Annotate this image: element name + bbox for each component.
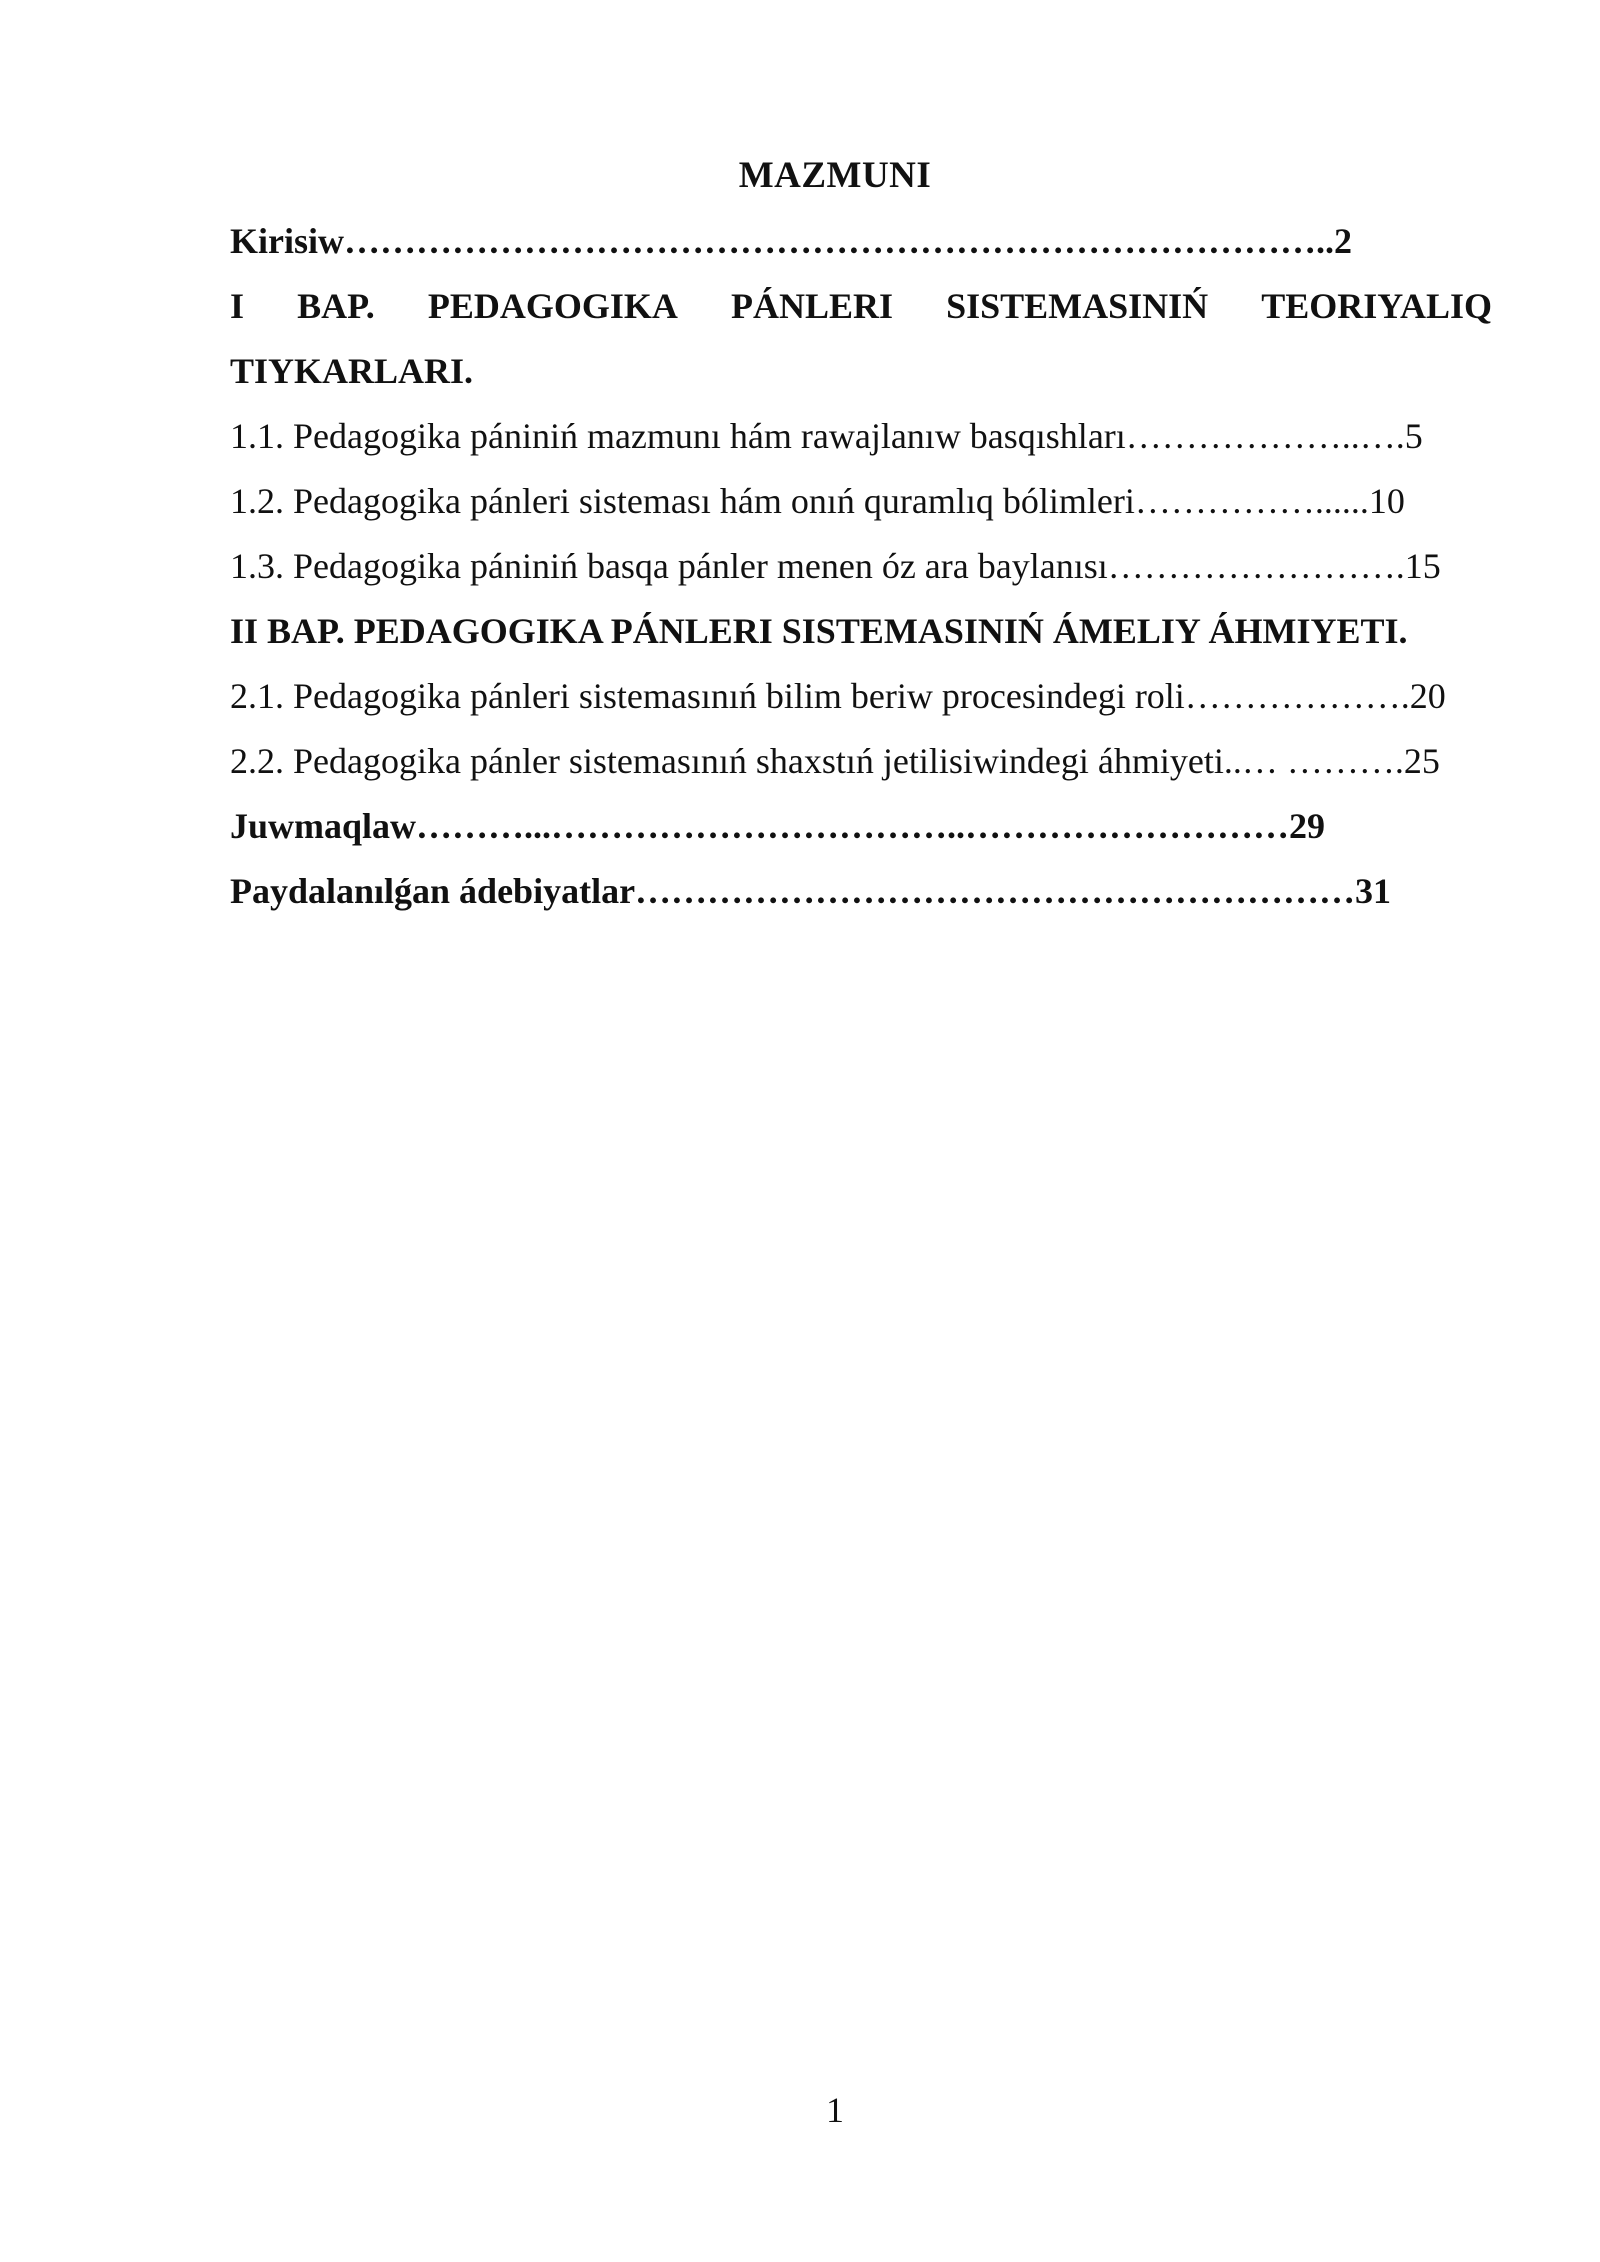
chapter-1-word: BAP. xyxy=(297,286,375,326)
page-title: MAZMUNI xyxy=(738,155,932,196)
toc-entry-chapter-2-heading: II BAP. PEDAGOGIKA PÁNLERI SISTEMASINIŃ ÁMELIY ÁHMIYETI. xyxy=(230,611,1408,651)
chapter-1-word: I xyxy=(230,286,245,326)
table-of-contents xyxy=(230,215,1492,930)
toc-entry-section-1-3: 1.3. Pedagogika pániniń basqa pánler menen óz ara baylanısı…………………….15 xyxy=(230,546,1441,586)
chapter-1-word: PEDAGOGIKA xyxy=(427,286,678,326)
toc-entry-section-1-1: 1.1. Pedagogika pániniń mazmunı hám rawajlanıw basqıshları………………..….5 xyxy=(230,416,1423,456)
chapter-1-word: TEORIYALIQ xyxy=(1261,286,1492,326)
toc-entry-chapter-1-heading-cont: TIYKARLARI. xyxy=(230,351,474,391)
toc-entry-section-1-2: 1.2. Pedagogika pánleri sisteması hám onıń quramlıq bólimleri……………......10 xyxy=(230,481,1405,521)
chapter-1-word: SISTEMASINIŃ xyxy=(946,286,1209,326)
toc-entry-kirisiw: Kirisiw………………………………………………………………………..2 xyxy=(230,221,1352,261)
toc-entry-section-2-1: 2.1. Pedagogika pánleri sistemasınıń bilim beriw procesindegi roli……………….20 xyxy=(230,676,1446,716)
toc-entry-adebiyatlar: Paydalanılǵan ádebiyatlar……………………………………………………31 xyxy=(230,871,1392,911)
toc-entry-juwmaqlaw: Juwmaqlaw………...……………………………..………………………29 xyxy=(230,806,1326,846)
page-number: 1 xyxy=(826,2090,844,2130)
chapter-1-word: PÁNLERI xyxy=(730,286,893,326)
toc-entry-section-2-2: 2.2. Pedagogika pánler sistemasınıń shaxstıń jetilisiwindegi áhmiyeti..… ……….25 xyxy=(230,741,1440,781)
toc-entry-chapter-1-heading xyxy=(230,280,1492,345)
